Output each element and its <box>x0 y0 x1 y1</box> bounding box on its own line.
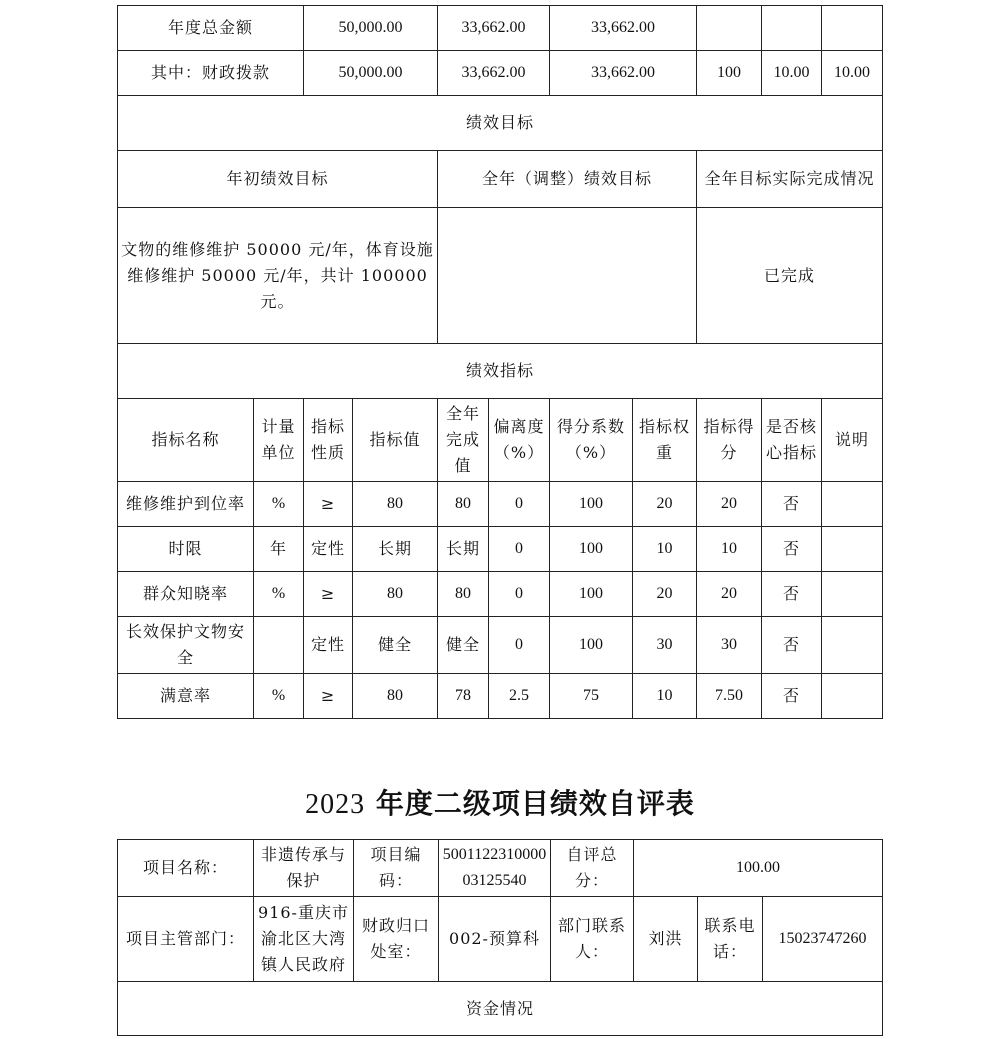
indicator-target: 健全 <box>353 617 438 674</box>
project-code: 500112231000003125540 <box>439 840 551 897</box>
indicator-actual: 长期 <box>438 527 489 572</box>
indicator-core: 否 <box>762 617 822 674</box>
indicator-note <box>822 527 883 572</box>
header-cell: 说明 <box>822 399 883 482</box>
indicator-unit: % <box>254 482 304 527</box>
goals-actual-text: 已完成 <box>697 208 883 344</box>
indicator-note <box>822 482 883 527</box>
self-score-label: 自评总分： <box>551 840 634 897</box>
indicator-note <box>822 572 883 617</box>
budget-value-2: 33,662.00 <box>438 51 550 96</box>
indicator-target: 80 <box>353 572 438 617</box>
indicator-deviation: 0 <box>489 617 550 674</box>
project-name-label: 项目名称： <box>118 840 254 897</box>
office-label: 财政归口处室： <box>354 897 439 982</box>
indicator-deviation: 0 <box>489 482 550 527</box>
indicator-name: 长效保护文物安全 <box>118 617 254 674</box>
budget-row-fiscal <box>118 51 883 96</box>
header-cell: 指标值 <box>353 399 438 482</box>
phone: 15023747260 <box>763 897 883 982</box>
indicator-score: 20 <box>697 482 762 527</box>
indicator-nature: 定性 <box>304 617 353 674</box>
header-cell: 指标权重 <box>633 399 697 482</box>
indicator-actual: 80 <box>438 572 489 617</box>
indicator-name: 满意率 <box>118 674 254 719</box>
indicator-target: 80 <box>353 674 438 719</box>
header-cell: 指标名称 <box>118 399 254 482</box>
indicator-coef: 100 <box>550 617 633 674</box>
indicator-unit: 年 <box>254 527 304 572</box>
title-year: 2023 <box>305 789 366 820</box>
goals-actual-header: 全年目标实际完成情况 <box>697 151 883 208</box>
indicators-header-row <box>118 399 883 482</box>
indicator-core: 否 <box>762 674 822 719</box>
indicator-score: 20 <box>697 572 762 617</box>
indicator-target: 长期 <box>353 527 438 572</box>
indicator-unit <box>254 617 304 674</box>
indicator-actual: 健全 <box>438 617 489 674</box>
phone-label: 联系电话： <box>698 897 763 982</box>
funds-section-title: 资金情况 <box>118 982 883 1036</box>
indicator-score: 10 <box>697 527 762 572</box>
performance-table <box>117 5 883 719</box>
indicator-name: 维修维护到位率 <box>118 482 254 527</box>
indicator-note <box>822 617 883 674</box>
indicator-coef: 100 <box>550 482 633 527</box>
indicator-weight: 10 <box>633 527 697 572</box>
header-cell: 指标性质 <box>304 399 353 482</box>
indicator-core: 否 <box>762 482 822 527</box>
budget-score: 100 <box>697 51 762 96</box>
table-row <box>118 482 883 527</box>
budget-value-1: 50,000.00 <box>304 6 438 51</box>
indicator-nature: ≥ <box>304 572 353 617</box>
goals-initial-text: 文物的维修维护 50000 元/年，体育设施维修维护 50000 元/年，共计 100000 元。 <box>118 208 438 344</box>
header-cell: 全年完成值 <box>438 399 489 482</box>
budget-value-3: 33,662.00 <box>550 51 697 96</box>
header-cell: 指标得分 <box>697 399 762 482</box>
office: 002-预算科 <box>439 897 551 982</box>
budget-got <box>822 6 883 51</box>
indicator-actual: 80 <box>438 482 489 527</box>
indicator-note <box>822 674 883 719</box>
budget-label: 年度总金额 <box>118 6 304 51</box>
indicator-coef: 75 <box>550 674 633 719</box>
indicator-weight: 30 <box>633 617 697 674</box>
indicator-deviation: 0 <box>489 527 550 572</box>
table-row <box>118 572 883 617</box>
indicator-deviation: 0 <box>489 572 550 617</box>
budget-value-1: 50,000.00 <box>304 51 438 96</box>
header-cell: 偏离度（%） <box>489 399 550 482</box>
goals-initial-header: 年初绩效目标 <box>118 151 438 208</box>
budget-score <box>697 6 762 51</box>
indicator-score: 7.50 <box>697 674 762 719</box>
project-name: 非遗传承与保护 <box>254 840 354 897</box>
contact: 刘洪 <box>634 897 698 982</box>
goals-adjusted-header: 全年（调整）绩效目标 <box>438 151 697 208</box>
budget-weight: 10.00 <box>762 51 822 96</box>
budget-label: 其中：财政拨款 <box>118 51 304 96</box>
indicator-weight: 10 <box>633 674 697 719</box>
indicator-core: 否 <box>762 527 822 572</box>
indicator-score: 30 <box>697 617 762 674</box>
budget-weight <box>762 6 822 51</box>
goals-adjusted-text <box>438 208 697 344</box>
indicator-weight: 20 <box>633 572 697 617</box>
page-title <box>0 782 1000 822</box>
indicator-weight: 20 <box>633 482 697 527</box>
indicator-nature: 定性 <box>304 527 353 572</box>
indicator-coef: 100 <box>550 572 633 617</box>
project-info-table <box>117 839 883 1036</box>
indicator-unit: % <box>254 572 304 617</box>
project-code-label: 项目编码： <box>354 840 439 897</box>
goals-section-title: 绩效目标 <box>118 96 883 151</box>
indicator-nature: ≥ <box>304 674 353 719</box>
indicator-unit: % <box>254 674 304 719</box>
dept-label: 项目主管部门： <box>118 897 254 982</box>
indicator-target: 80 <box>353 482 438 527</box>
indicators-section-title: 绩效指标 <box>118 344 883 399</box>
indicator-name: 时限 <box>118 527 254 572</box>
title-text: 年度二级项目绩效自评表 <box>375 787 695 820</box>
table-row <box>118 527 883 572</box>
budget-value-3: 33,662.00 <box>550 6 697 51</box>
indicator-core: 否 <box>762 572 822 617</box>
header-cell: 计量单位 <box>254 399 304 482</box>
table-row <box>118 617 883 674</box>
dept: 916-重庆市渝北区大湾镇人民政府 <box>254 897 354 982</box>
table-row <box>118 674 883 719</box>
indicator-actual: 78 <box>438 674 489 719</box>
budget-row-total <box>118 6 883 51</box>
budget-value-2: 33,662.00 <box>438 6 550 51</box>
indicator-coef: 100 <box>550 527 633 572</box>
header-cell: 得分系数（%） <box>550 399 633 482</box>
contact-label: 部门联系人： <box>551 897 634 982</box>
budget-got: 10.00 <box>822 51 883 96</box>
indicator-nature: ≥ <box>304 482 353 527</box>
indicator-name: 群众知晓率 <box>118 572 254 617</box>
indicator-deviation: 2.5 <box>489 674 550 719</box>
header-cell: 是否核心指标 <box>762 399 822 482</box>
self-score: 100.00 <box>634 840 883 897</box>
